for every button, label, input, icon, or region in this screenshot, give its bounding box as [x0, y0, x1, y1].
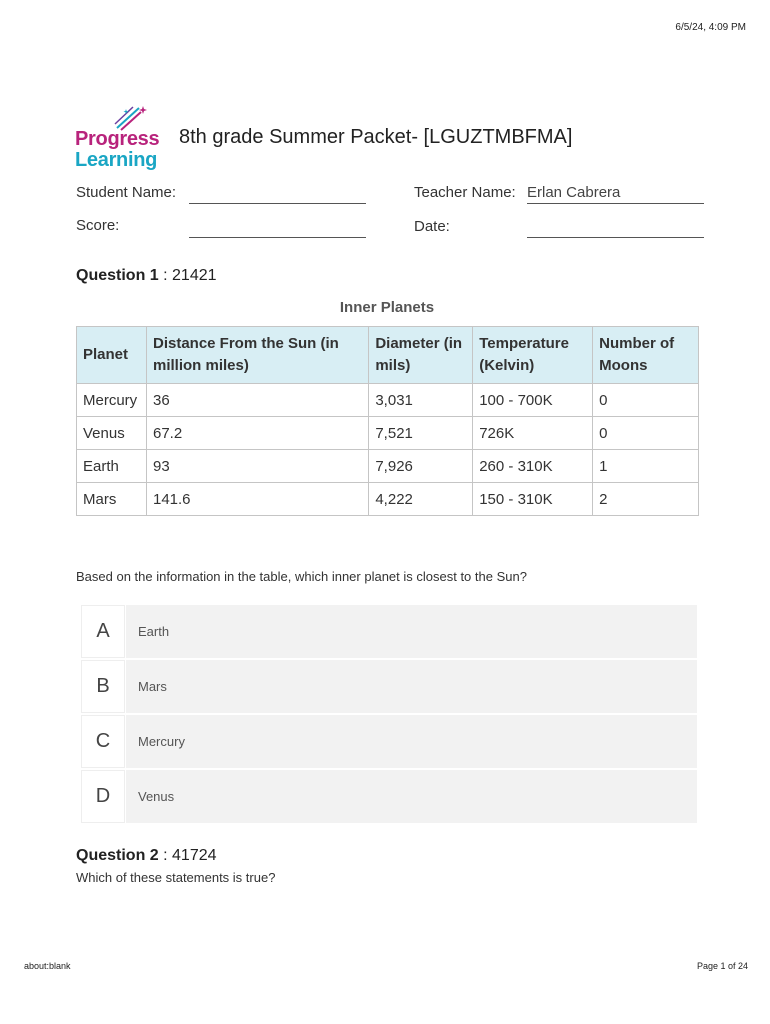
table-cell: 260 - 310K [473, 450, 593, 483]
table-cell: 36 [146, 384, 368, 417]
table-cell: 150 - 310K [473, 483, 593, 516]
table-row [77, 450, 699, 483]
teacher-name-label: Teacher Name: [414, 184, 516, 201]
question-1-prompt: Based on the information in the table, which inner planet is closest to the Sun? [76, 569, 527, 584]
choice-text: Mercury [126, 715, 697, 768]
table-cell: 4,222 [369, 483, 473, 516]
column-header: Temperature (Kelvin) [473, 327, 593, 384]
answer-choice-b[interactable] [81, 660, 697, 713]
column-header: Diameter (in mils) [369, 327, 473, 384]
score-line [189, 237, 366, 238]
choice-letter: C [81, 715, 125, 768]
logo-word-progress: Progress [75, 128, 160, 150]
table-row [77, 417, 699, 450]
choice-letter: B [81, 660, 125, 713]
print-timestamp: 6/5/24, 4:09 PM [675, 22, 746, 33]
table-cell: 1 [593, 450, 699, 483]
answer-choice-a[interactable] [81, 605, 697, 658]
column-header: Distance From the Sun (in million miles) [146, 327, 368, 384]
question-1-label: Question 1 [76, 267, 159, 284]
question-1-separator: : [158, 267, 173, 284]
answer-choice-d[interactable] [81, 770, 697, 823]
table-cell: 141.6 [146, 483, 368, 516]
table-cell: 0 [593, 417, 699, 450]
table-cell: 3,031 [369, 384, 473, 417]
choice-text: Earth [126, 605, 697, 658]
student-name-label: Student Name: [76, 184, 177, 201]
page-number: Page 1 of 24 [696, 961, 748, 971]
choice-letter: D [81, 770, 125, 823]
date-label: Date: [414, 218, 450, 235]
table-cell: Mercury [77, 384, 147, 417]
choice-text: Mars [126, 660, 697, 713]
table-cell: Earth [77, 450, 147, 483]
progress-learning-logo [75, 104, 167, 174]
inner-planets-table [76, 326, 699, 516]
table-title: Inner Planets [339, 299, 435, 316]
teacher-name-value: Erlan Cabrera [527, 184, 621, 201]
answer-choice-c[interactable] [81, 715, 697, 768]
question-2-label: Question 2 [76, 847, 159, 864]
table-header-row [77, 327, 699, 384]
table-cell: 7,521 [369, 417, 473, 450]
table-cell: 0 [593, 384, 699, 417]
table-row [77, 483, 699, 516]
student-name-line [189, 203, 366, 204]
table-cell: 726K [473, 417, 593, 450]
table-cell: 7,926 [369, 450, 473, 483]
table-cell: Mars [77, 483, 147, 516]
teacher-name-line [527, 203, 704, 204]
table-cell: 67.2 [146, 417, 368, 450]
column-header: Planet [77, 327, 147, 384]
choice-text: Venus [126, 770, 697, 823]
table-cell: Venus [77, 417, 147, 450]
logo-word-learning: Learning [75, 149, 158, 171]
column-header: Number of Moons [593, 327, 699, 384]
document-title: 8th grade Summer Packet- [LGUZTMBFMA] [179, 126, 573, 148]
footer-url: about:blank [24, 961, 71, 971]
question-2-heading [76, 847, 217, 865]
table-cell: 93 [146, 450, 368, 483]
table-row [77, 384, 699, 417]
score-label: Score: [76, 217, 120, 234]
choice-letter: A [81, 605, 125, 658]
table-cell: 2 [593, 483, 699, 516]
question-2-id: 41724 [172, 847, 217, 864]
question-2-separator: : [158, 847, 173, 864]
question-2-prompt: Which of these statements is true? [76, 870, 276, 885]
date-line [527, 237, 704, 238]
question-1-id: 21421 [172, 267, 217, 284]
table-cell: 100 - 700K [473, 384, 593, 417]
question-1-heading [76, 267, 217, 285]
